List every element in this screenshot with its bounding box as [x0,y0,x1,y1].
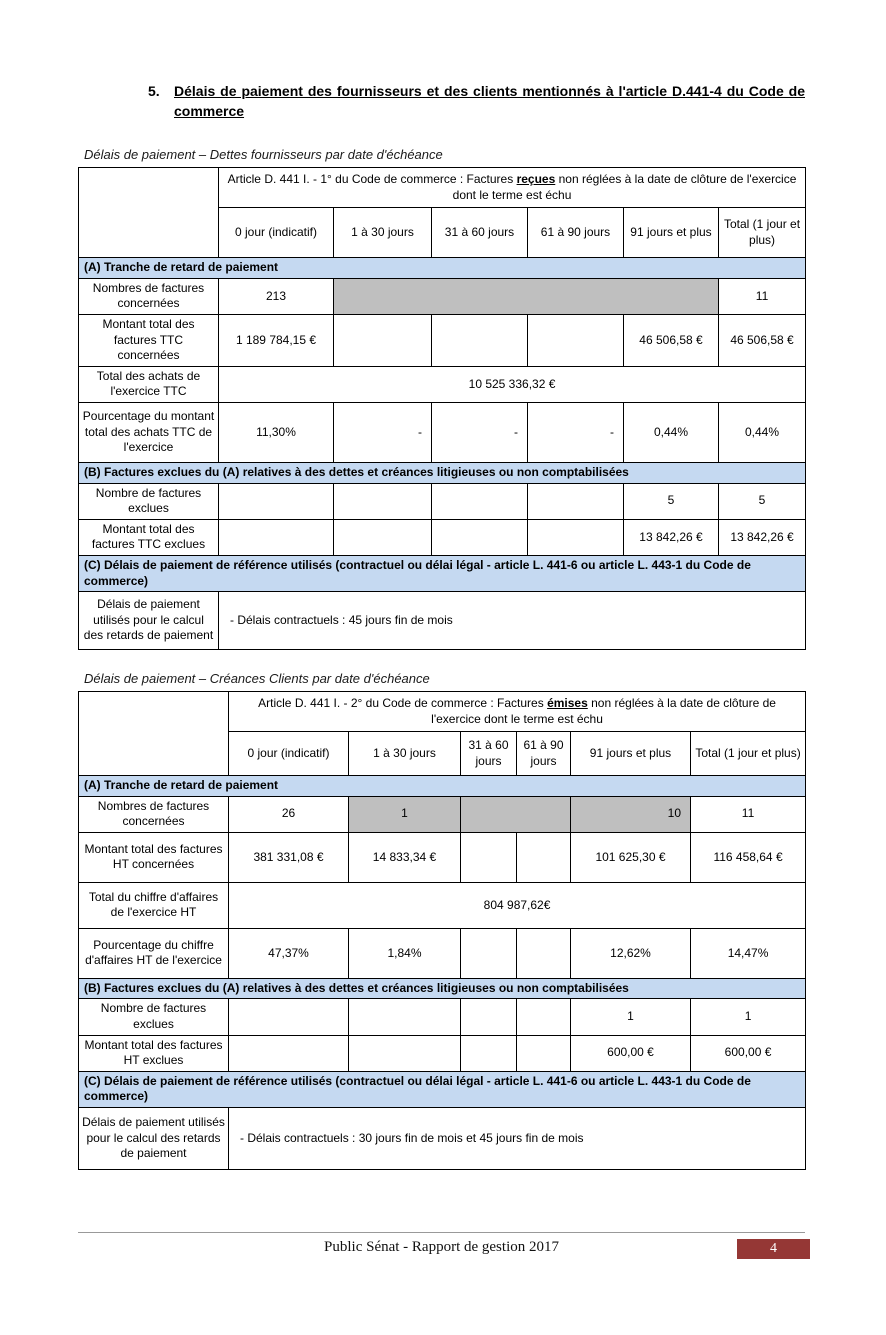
row-label: Nombre de factures exclues [79,999,229,1035]
page-footer [78,1232,805,1256]
value-cell: - [334,402,432,462]
clients-col-header-1-30: 1 à 30 jours [349,732,461,776]
value-cell: 11 [719,278,806,314]
value-cell: 5 [624,483,719,519]
row-label: Nombres de factures concernées [79,796,229,832]
clients-intro-pre: Article D. 441 I. - 2° du Code de commerce : Factures [258,696,544,710]
value-cell: 5 [719,483,806,519]
empty-cell [229,1035,349,1071]
table-row [79,832,806,882]
clients-section-a-header: (A) Tranche de retard de paiement [79,776,806,797]
empty-cell [517,1035,571,1071]
empty-cell [334,483,432,519]
value-cell: 14,47% [691,928,806,978]
row-label: Nombres de factures concernées [79,278,219,314]
row-label: Montant total des factures TTC exclues [79,519,219,555]
empty-cell [334,519,432,555]
value-cell: 0,44% [719,402,806,462]
table-row [79,796,806,832]
value-cell: 46 506,58 € [624,314,719,366]
clients-col-header-31-60: 31 à 60 jours [461,732,517,776]
table-row [79,592,806,650]
table-row [79,278,806,314]
row-label: Délais de paiement utilisés pour le calcul des retards de paiement [79,592,219,650]
section-title: Délais de paiement des fournisseurs et des clients mentionnés à l'article D.441-4 du Code de commerce [174,83,805,119]
suppliers-section-b-row [79,462,806,483]
empty-cell [334,314,432,366]
value-cell: 46 506,58 € [719,314,806,366]
suppliers-col-header-1-30: 1 à 30 jours [334,208,432,258]
suppliers-intro-pre: Article D. 441 I. - 1° du Code de commerce : Factures [227,172,514,187]
row-label: Pourcentage du montant total des achats TTC de l'exercice [79,402,219,462]
empty-cell [219,483,334,519]
row-label: Pourcentage du chiffre d'affaires HT de l'exercice [79,928,229,978]
empty-cell [432,314,528,366]
value-cell: 381 331,08 € [229,832,349,882]
value-cell: 0,44% [624,402,719,462]
clients-section-a-row [79,776,806,797]
merged-gray-cell [334,278,719,314]
row-label: Montant total des factures TTC concernées [79,314,219,366]
empty-cell [432,519,528,555]
suppliers-col-header-91plus: 91 jours et plus [624,208,719,258]
value-cell: 12,62% [571,928,691,978]
clients-section-b-header: (B) Factures exclues du (A) relatives à des dettes et créances litigieuses ou non comptabilisées [79,978,806,999]
table-row [79,999,806,1035]
value-cell: 11,30% [219,402,334,462]
row-label: Nombre de factures exclues [79,483,219,519]
table-row [79,366,806,402]
empty-cell [229,999,349,1035]
table-row [79,483,806,519]
suppliers-col-header-0jour: 0 jour (indicatif) [219,208,334,258]
value-cell: 213 [219,278,334,314]
suppliers-section-a-header: (A) Tranche de retard de paiement [79,258,806,279]
value-cell: 600,00 € [571,1035,691,1071]
suppliers-intro-row [79,168,806,208]
clients-intro-cell [229,692,806,732]
value-cell: 1 [349,796,461,832]
payment-terms-value: - Délais contractuels : 30 jours fin de mois et 45 jours fin de mois [229,1108,806,1170]
clients-table [78,691,806,1170]
suppliers-col-header-31-60: 31 à 60 jours [432,208,528,258]
clients-col-header-91plus: 91 jours et plus [571,732,691,776]
suppliers-intro-post: non réglées à la date de clôture de l'exercice dont le terme est échu [452,172,797,202]
table-row [79,402,806,462]
page-number: 4 [770,1241,777,1256]
value-cell: 600,00 € [691,1035,806,1071]
clients-section-b-row [79,978,806,999]
section-number: 5. [148,83,160,99]
value-cell: 11 [691,796,806,832]
table-row [79,314,806,366]
suppliers-col-header-total: Total (1 jour et plus) [719,208,806,258]
clients-intro-emphasis: émises [547,696,588,710]
value-cell: 1,84% [349,928,461,978]
suppliers-corner-cell [79,168,219,258]
empty-cell [461,999,517,1035]
clients-intro-row [79,692,806,732]
merged-value-cell: 804 987,62€ [229,882,806,928]
merged-value-cell: 10 525 336,32 € [219,366,806,402]
value-cell: - [528,402,624,462]
row-label: Total des achats de l'exercice TTC [79,366,219,402]
clients-section-c-row [79,1071,806,1107]
suppliers-col-header-61-90: 61 à 90 jours [528,208,624,258]
row-label: Montant total des factures HT exclues [79,1035,229,1071]
value-cell: 1 189 784,15 € [219,314,334,366]
value-cell: 13 842,26 € [624,519,719,555]
suppliers-table-caption: Délais de paiement – Dettes fournisseurs par date d'échéance [84,147,443,163]
value-cell: 26 [229,796,349,832]
table-row [79,882,806,928]
value-cell: 14 833,34 € [349,832,461,882]
empty-cell [461,1035,517,1071]
empty-cell [528,314,624,366]
row-label: Total du chiffre d'affaires de l'exercice HT [79,882,229,928]
suppliers-table [78,167,806,650]
empty-cell [219,519,334,555]
table-row [79,928,806,978]
clients-col-header-total: Total (1 jour et plus) [691,732,806,776]
value-cell: 1 [571,999,691,1035]
value-cell: 101 625,30 € [571,832,691,882]
footer-title: Public Sénat - Rapport de gestion 2017 [324,1239,559,1255]
page-number-badge [737,1239,810,1259]
empty-cell [349,1035,461,1071]
empty-cell [432,483,528,519]
value-cell: 10 [571,796,691,832]
suppliers-section-c-row [79,555,806,591]
row-label: Montant total des factures HT concernées [79,832,229,882]
value-cell: 13 842,26 € [719,519,806,555]
suppliers-intro-cell [219,168,806,208]
payment-terms-value: - Délais contractuels : 45 jours fin de mois [219,592,806,650]
suppliers-section-c-header: (C) Délais de paiement de référence utilisés (contractuel ou délai légal - article L. 441-6 ou article L. 443-1 du Code de commerce) [79,555,806,591]
value-cell: 1 [691,999,806,1035]
value-cell: - [432,402,528,462]
empty-cell [517,928,571,978]
clients-corner-cell [79,692,229,776]
empty-cell [517,999,571,1035]
empty-cell [517,832,571,882]
clients-table-caption: Délais de paiement – Créances Clients par date d'échéance [84,671,430,687]
clients-intro-post: non réglées à la date de clôture de l'exercice dont le terme est échu [431,696,776,726]
empty-cell [461,928,517,978]
merged-gray-cell [461,796,571,832]
value-cell: 47,37% [229,928,349,978]
table-row [79,519,806,555]
suppliers-section-b-header: (B) Factures exclues du (A) relatives à des dettes et créances litigieuses ou non comptabilisées [79,462,806,483]
suppliers-section-a-row [79,258,806,279]
value-cell: 116 458,64 € [691,832,806,882]
row-label: Délais de paiement utilisés pour le calcul des retards de paiement [79,1108,229,1170]
empty-cell [528,519,624,555]
suppliers-intro-emphasis: reçues [516,172,556,187]
clients-section-c-header: (C) Délais de paiement de référence utilisés (contractuel ou délai légal - article L. 441-6 ou article L. 443-1 du Code de commerce) [79,1071,806,1107]
clients-col-header-0jour: 0 jour (indicatif) [229,732,349,776]
empty-cell [349,999,461,1035]
section-heading [148,82,805,121]
empty-cell [528,483,624,519]
empty-cell [461,832,517,882]
table-row [79,1108,806,1170]
table-row [79,1035,806,1071]
clients-col-header-61-90: 61 à 90 jours [517,732,571,776]
